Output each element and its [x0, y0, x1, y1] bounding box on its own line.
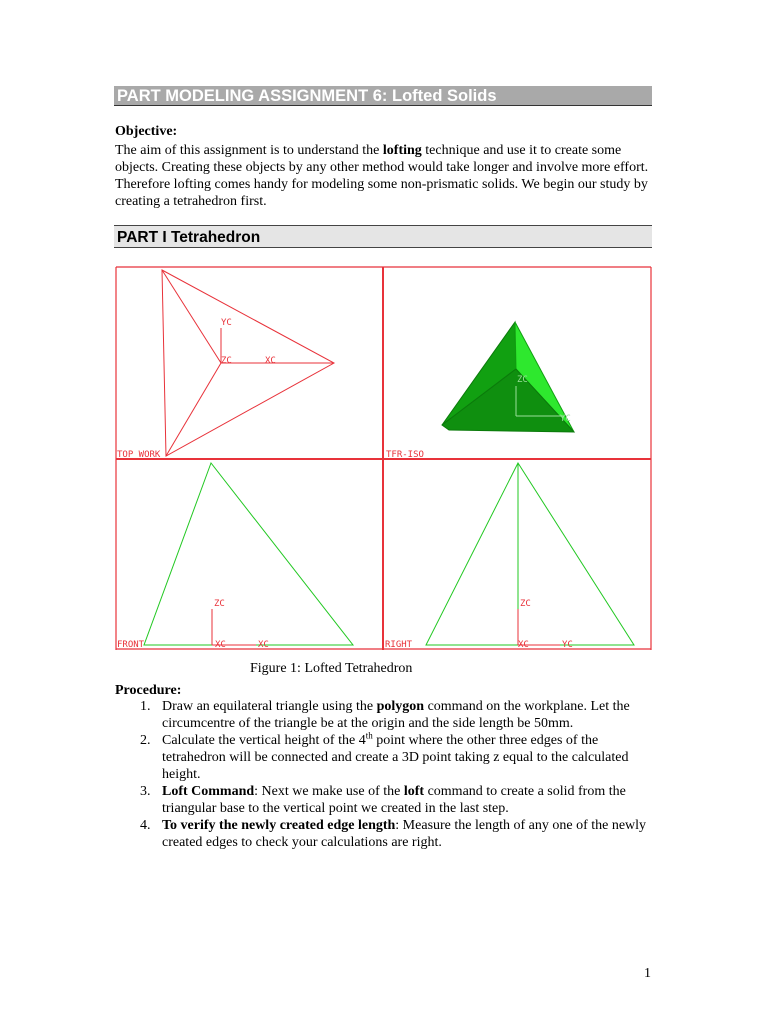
view-label-top-work: TOP WORK: [117, 450, 161, 460]
objective-paragraph: [115, 142, 655, 210]
step-text: : Measure the length of any one of the newly created edges to check your calculations are right.: [162, 818, 647, 850]
step-number: 1.: [140, 699, 151, 714]
view-label-front: FRONT: [117, 640, 145, 650]
front-label-zc: ZC: [214, 599, 225, 609]
objective-bold-lofting: lofting: [382, 143, 422, 158]
step-bold-polygon: polygon: [376, 699, 425, 714]
view-label-tfr-iso: TFR-ISO: [386, 450, 424, 460]
step-text: Draw an equilateral triangle using the: [162, 699, 377, 714]
objective-heading: Objective:: [115, 124, 178, 139]
objective-text-1: The aim of this assignment is to understand the: [115, 143, 383, 158]
step-bold-title: Loft Command: [162, 784, 255, 799]
figure-caption: Figure 1: Lofted Tetrahedron: [250, 661, 413, 676]
top-edge-1: [162, 270, 221, 363]
front-label-xc-2: XC: [258, 640, 269, 650]
view-right: [385, 463, 634, 650]
top-label-yc: YC: [221, 318, 232, 328]
iso-label-yc: YC: [560, 414, 571, 424]
step-bold-title: To verify the newly created edge length: [162, 818, 396, 833]
iso-label-zc: ZC: [517, 375, 528, 385]
procedure-step-1: [115, 698, 655, 732]
page-number: 1: [644, 966, 651, 981]
view-top-work: [117, 270, 334, 460]
objective-text-2: technique and use it to create some objects. Creating these objects by any other method would take longer and involve more effort. Therefore lofting comes handy for modeling some non-prismatic solids. We begin our study by creating a tetrahedron first.: [115, 143, 649, 209]
top-label-xc: XC: [265, 356, 276, 366]
step-text: command on the workplane. Let the circumcentre of the triangle be at the origin and the side length be 50mm.: [162, 699, 630, 731]
right-triangle: [426, 463, 634, 645]
top-label-zc: ZC: [221, 356, 232, 366]
right-label-yc: YC: [562, 640, 573, 650]
front-label-xc-1: XC: [215, 640, 226, 650]
front-triangle: [144, 463, 353, 645]
figure-lofted-tetrahedron: [114, 266, 652, 650]
step-number: 2.: [140, 733, 151, 748]
step-text: Calculate the vertical height of the 4: [162, 733, 366, 748]
step-text: command to create a solid from the triangular base to the vertical point we created in the last step.: [162, 784, 626, 816]
step-number: 3.: [140, 784, 151, 799]
procedure-step-3: [115, 783, 655, 817]
right-label-zc: ZC: [520, 599, 531, 609]
top-edge-3: [166, 363, 221, 456]
procedure-step-2: [115, 732, 655, 783]
step-superscript: th: [365, 730, 373, 741]
procedure-step-4: [115, 817, 655, 851]
step-text: : Next we make use of the: [254, 784, 404, 799]
step-number: 4.: [140, 818, 151, 833]
procedure-list: [115, 698, 655, 851]
view-tfr-iso: [386, 322, 574, 460]
assignment-title: PART MODELING ASSIGNMENT 6: Lofted Solids: [114, 86, 652, 106]
step-bold-loft: loft: [403, 784, 425, 799]
procedure-heading: Procedure:: [115, 683, 182, 698]
step-text: point where the other three edges of the tetrahedron will be connected and create a 3D point taking z equal to the calculated height.: [162, 733, 629, 782]
view-label-right: RIGHT: [385, 640, 413, 650]
section-heading-tetrahedron: PART I Tetrahedron: [114, 225, 652, 248]
view-front: [117, 463, 353, 650]
cad-viewports-svg: [114, 266, 652, 650]
right-label-xc: XC: [518, 640, 529, 650]
